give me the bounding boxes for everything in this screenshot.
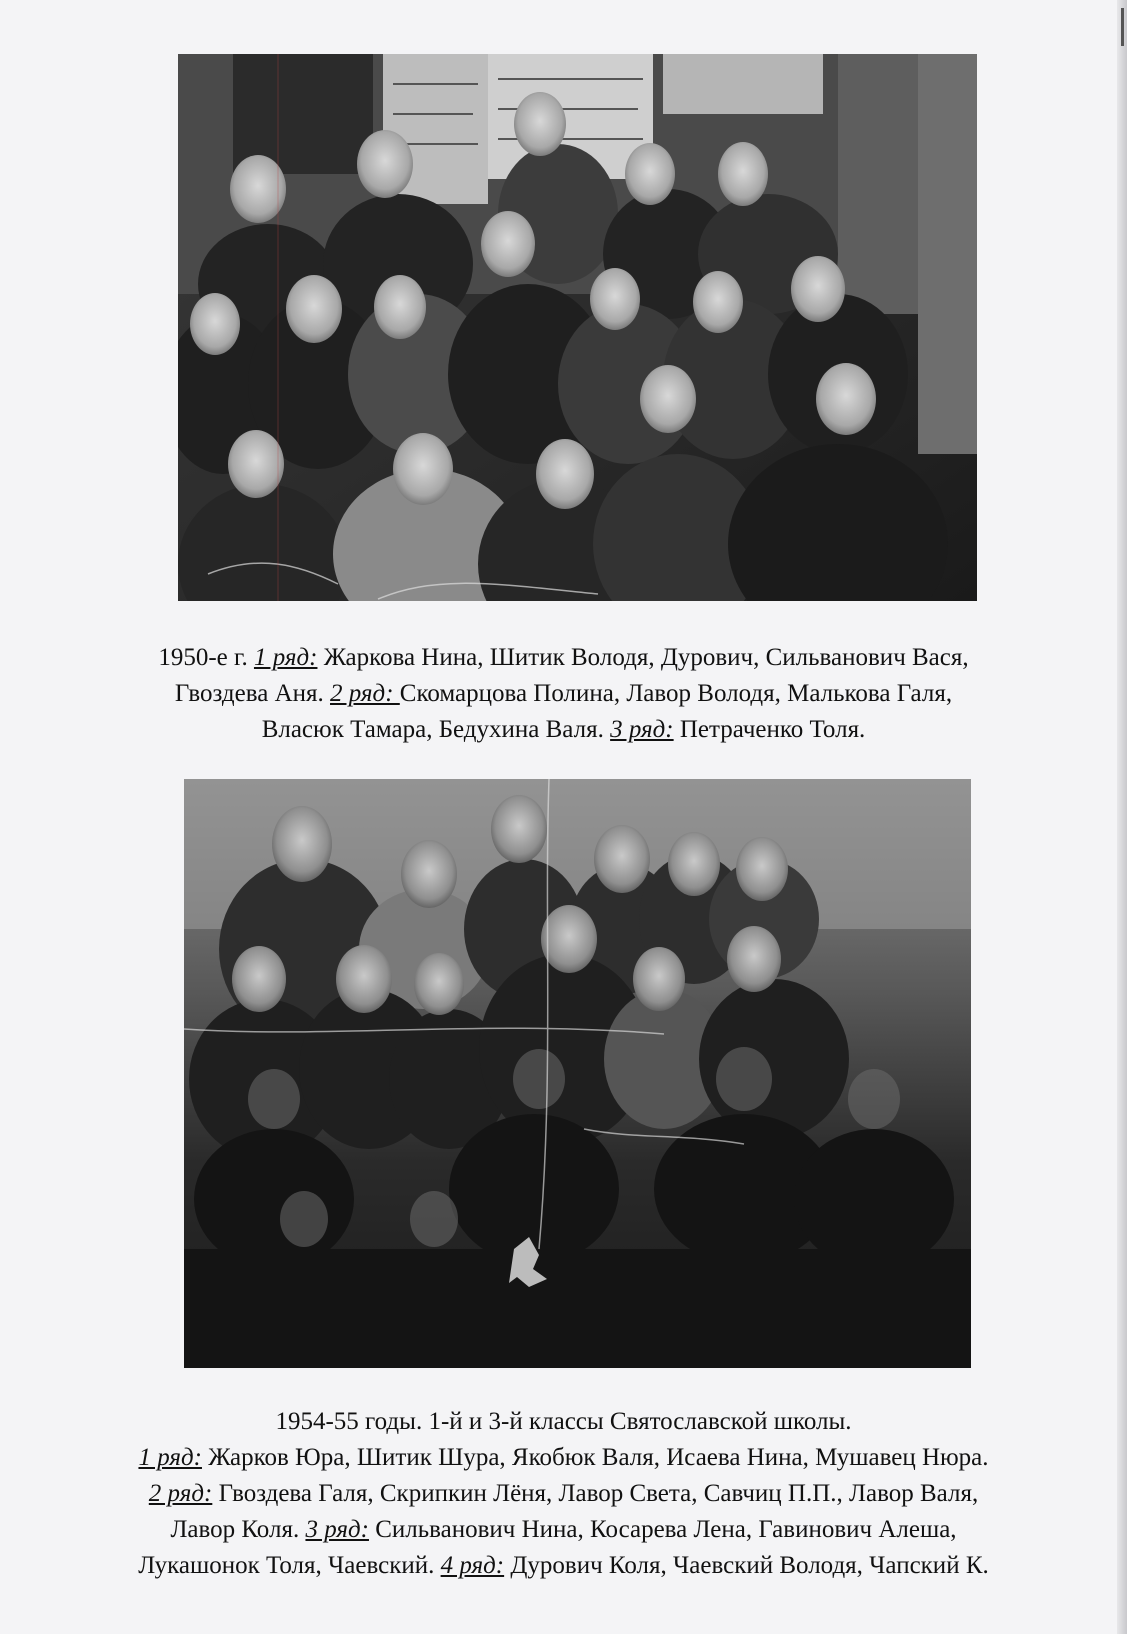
row-label: 3 ряд:	[610, 716, 674, 743]
caption-text: Лавор Коля.	[170, 1516, 306, 1543]
caption-line	[0, 1548, 1127, 1584]
caption-text: 1950-е г.	[158, 644, 254, 671]
row-label: 2 ряд:	[148, 1480, 213, 1507]
caption-line	[0, 1440, 1127, 1476]
caption-1954-55	[0, 1404, 1127, 1584]
caption-line	[0, 1404, 1127, 1440]
caption-line	[0, 1476, 1127, 1512]
caption-text: Скомарцова Полина, Лавор Володя, Малькова Галя,	[399, 680, 953, 707]
caption-text: Гвоздева Галя, Скрипкин Лёня, Лавор Света, Савчиц П.П., Лавор Валя,	[212, 1480, 979, 1507]
row-label: 4 ряд:	[440, 1552, 505, 1579]
scan-edge	[1117, 0, 1127, 1634]
caption-line	[0, 1512, 1127, 1548]
caption-text: Лукашонок Толя, Чаевский.	[138, 1552, 441, 1579]
row-label: 3 ряд:	[305, 1516, 369, 1543]
caption-text: Дурович Коля, Чаевский Володя, Чапский К.	[504, 1552, 989, 1579]
caption-line	[0, 676, 1127, 712]
class-photo-1954-55	[184, 779, 971, 1368]
class-photo-1950s	[178, 54, 977, 601]
caption-1950s	[0, 640, 1127, 748]
caption-text: Жарков Юра, Шитик Шура, Якобюк Валя, Исаева Нина, Мушавец Нюра.	[201, 1444, 989, 1471]
caption-text: Власюк Тамара, Бедухина Валя.	[261, 716, 611, 743]
caption-text: Жаркова Нина, Шитик Володя, Дурович, Сильванович Вася,	[317, 644, 969, 671]
row-label: 1 ряд:	[253, 644, 318, 671]
caption-text: Гвоздева Аня.	[174, 680, 331, 707]
caption-text: Сильванович Нина, Косарева Лена, Гавинович Алеша,	[368, 1516, 957, 1543]
row-label: 1 ряд:	[138, 1444, 202, 1471]
caption-line	[0, 712, 1127, 748]
class-photo-1954-55-image	[184, 779, 971, 1368]
row-label: 2 ряд:	[330, 680, 400, 707]
caption-text: Петраченко Толя.	[673, 716, 866, 743]
caption-line	[0, 640, 1127, 676]
class-photo-1950s-image	[178, 54, 977, 601]
caption-text: 1954-55 годы. 1-й и 3-й классы Святославской школы.	[275, 1408, 852, 1435]
